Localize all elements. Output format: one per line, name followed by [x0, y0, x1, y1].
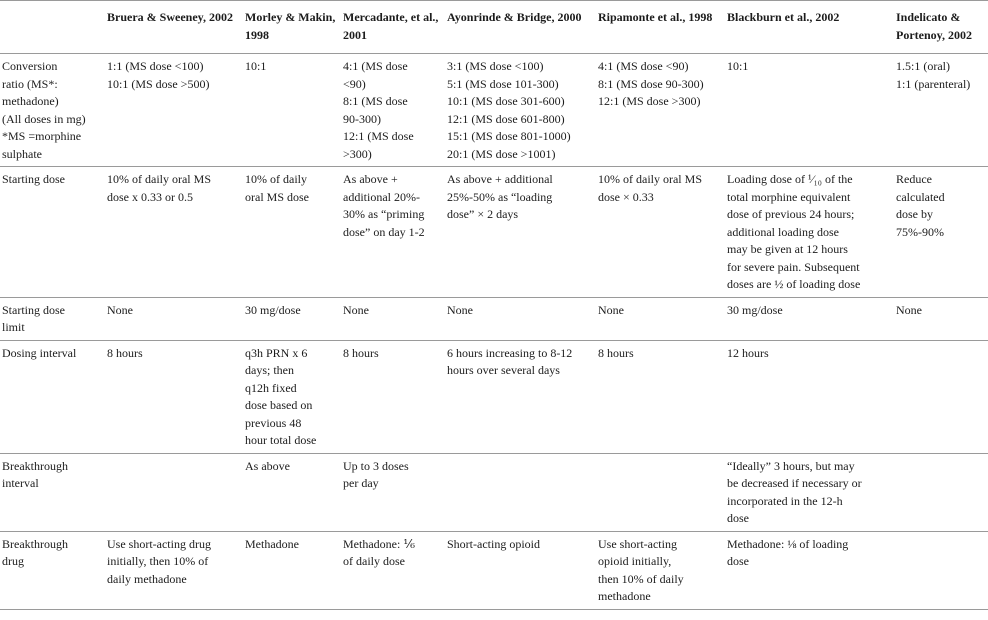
- cell-line: Methadone: ⅙: [343, 536, 415, 551]
- table-cell: [598, 340, 727, 453]
- cell-line: hour total dose: [245, 433, 317, 447]
- cell-line: 1:1 (parenteral): [896, 76, 971, 91]
- cell-line: Short-acting opioid: [447, 536, 540, 551]
- cell-line: dose” on day 1-2: [343, 224, 425, 239]
- cell-line: additional 20%-: [343, 189, 420, 204]
- cell-line: 12:1 (MS dose: [343, 129, 414, 143]
- row-label: [0, 531, 107, 609]
- row-label-line: Dosing interval: [2, 345, 77, 360]
- table-row: [0, 453, 988, 531]
- table-cell: [598, 297, 727, 340]
- table-cell: [727, 167, 896, 298]
- table-cell: [447, 297, 598, 340]
- cell-line: 5:1 (MS dose 101-300): [447, 76, 559, 91]
- row-label-line: Breakthrough: [2, 458, 68, 473]
- cell-line: 30 mg/dose: [727, 302, 783, 317]
- cell-line: total morphine equivalent: [727, 189, 851, 204]
- table-cell: [727, 453, 896, 531]
- cell-line: opioid initially,: [598, 554, 672, 568]
- cell-line: None: [343, 302, 369, 317]
- cell-line: 75%-90%: [896, 224, 944, 239]
- table-cell: [896, 531, 988, 609]
- table-cell: [245, 531, 343, 609]
- cell-line: incorporated in the 12-h: [727, 493, 843, 508]
- row-label-line: Starting dose: [2, 172, 65, 186]
- cell-line: None: [447, 302, 473, 317]
- cell-line: dose of previous 24 hours;: [727, 207, 855, 221]
- cell-line: of daily dose: [343, 554, 405, 568]
- cell-line: 12 hours: [727, 345, 769, 360]
- cell-line: 12:1 (MS dose 601-800): [447, 111, 565, 126]
- cell-line: None: [598, 302, 624, 317]
- header-cell-blackburn: Blackburn et al., 2002: [727, 0, 896, 54]
- cell-line: 8:1 (MS dose: [343, 94, 408, 108]
- cell-line: 4:1 (MS dose: [343, 59, 408, 73]
- cell-line: dose” × 2 days: [447, 207, 519, 221]
- cell-line: 4:1 (MS dose <90): [598, 59, 689, 73]
- cell-line: 8 hours: [598, 345, 634, 360]
- cell-line: Methadone: ⅛ of loading: [727, 536, 849, 551]
- cell-line: 30% as “priming: [343, 207, 425, 221]
- cell-line: dose x 0.33 or 0.5: [107, 189, 193, 204]
- cell-line: 1:1 (MS dose <100): [107, 59, 204, 73]
- cell-line: 6 hours increasing to 8-12: [447, 345, 573, 360]
- cell-line: As above: [245, 458, 290, 473]
- table-cell: [447, 453, 598, 531]
- cell-line: Up to 3 doses: [343, 458, 409, 473]
- table-row: [0, 167, 988, 298]
- row-label-line: (All doses in mg): [2, 111, 86, 126]
- table-cell: [245, 340, 343, 453]
- cell-line: per day: [343, 476, 379, 490]
- cell-line: dose: [727, 554, 749, 568]
- row-label-line: *MS =morphine: [2, 129, 82, 143]
- table-cell: [245, 297, 343, 340]
- table-cell: [107, 167, 245, 298]
- table-cell: [107, 340, 245, 453]
- cell-line: q12h fixed: [245, 380, 297, 395]
- cell-line: As above + additional: [447, 172, 553, 186]
- row-label-line: Breakthrough: [2, 536, 68, 551]
- cell-line: 20:1 (MS dose >1001): [447, 146, 556, 161]
- table-cell: [598, 531, 727, 609]
- row-label: [0, 167, 107, 298]
- table-cell: [107, 297, 245, 340]
- table-cell: [727, 54, 896, 167]
- row-label-line: Starting dose: [2, 302, 65, 317]
- cell-line: 12:1 (MS dose >300): [598, 94, 701, 108]
- cell-line: Reduce: [896, 172, 932, 186]
- table-top-rule: [0, 0, 988, 1]
- cell-line: None: [107, 302, 133, 317]
- table-cell: [245, 453, 343, 531]
- table-cell: [107, 453, 245, 531]
- row-label-line: Conversion: [2, 59, 58, 73]
- cell-line: hours over several days: [447, 363, 560, 377]
- cell-line: As above +: [343, 172, 398, 186]
- header-cell-mercadante: Mercadante, et al., 2001: [343, 0, 447, 54]
- table-cell: [343, 297, 447, 340]
- cell-line: doses are ½ of loading dose: [727, 277, 861, 291]
- cell-line: 10:1: [245, 59, 267, 73]
- table-cell: [727, 340, 896, 453]
- table-cell: [896, 453, 988, 531]
- row-label-line: drug: [2, 554, 24, 568]
- row-label: [0, 340, 107, 453]
- cell-line: dose: [727, 511, 749, 525]
- cell-line: 15:1 (MS dose 801-1000): [447, 129, 571, 143]
- cell-line: for severe pain. Subsequent: [727, 259, 860, 274]
- header-cell-morley: Morley & Makin, 1998: [245, 0, 343, 54]
- cell-line: 8 hours: [107, 345, 143, 360]
- header-row: [0, 0, 988, 54]
- table-cell: [343, 167, 447, 298]
- table-cell: [896, 167, 988, 298]
- cell-line: q3h PRN x 6: [245, 345, 308, 360]
- cell-line: 10:1: [727, 59, 749, 73]
- header-cell-empty: [0, 0, 107, 54]
- cell-line: 10% of daily: [245, 172, 307, 186]
- cell-line: calculated: [896, 189, 945, 204]
- cell-line: 1.5:1 (oral): [896, 59, 950, 73]
- row-label: [0, 453, 107, 531]
- row-label: [0, 54, 107, 167]
- cell-line: “Ideally” 3 hours, but may: [727, 458, 855, 473]
- cell-line: >300): [343, 146, 372, 161]
- cell-line: days; then: [245, 363, 294, 377]
- cell-line: 8 hours: [343, 345, 379, 360]
- table-cell: [107, 531, 245, 609]
- cell-line: 10:1 (MS dose >500): [107, 76, 210, 91]
- cell-line: 30 mg/dose: [245, 302, 301, 317]
- cell-line: 10:1 (MS dose 301-600): [447, 94, 565, 108]
- header-cell-ripamonte: Ripamonte et al., 1998: [598, 0, 727, 54]
- cell-line: may be given at 12 hours: [727, 242, 848, 256]
- table-row: [0, 297, 988, 340]
- table-cell: [343, 531, 447, 609]
- cell-line: then 10% of daily: [598, 571, 684, 586]
- table-row: [0, 531, 988, 609]
- table-cell: [896, 340, 988, 453]
- cell-line: daily methadone: [107, 571, 187, 586]
- table-cell: [727, 531, 896, 609]
- table-cell: [107, 54, 245, 167]
- row-label-line: limit: [2, 320, 25, 334]
- cell-line: methadone: [598, 589, 651, 603]
- cell-line: oral MS dose: [245, 189, 309, 204]
- table-cell: [727, 297, 896, 340]
- table-cell: [447, 531, 598, 609]
- table-cell: [896, 54, 988, 167]
- table-cell: [896, 297, 988, 340]
- table-cell: [343, 453, 447, 531]
- cell-line: dose × 0.33: [598, 189, 654, 204]
- row-label-line: methadone): [2, 94, 59, 108]
- cell-line: dose by: [896, 207, 933, 221]
- cell-line: previous 48: [245, 415, 302, 430]
- row-label-line: ratio (MS*:: [2, 76, 58, 91]
- table-cell: [343, 340, 447, 453]
- cell-line: 10% of daily oral MS: [598, 172, 702, 186]
- table-cell: [447, 167, 598, 298]
- header-cell-ayonrinde: Ayonrinde & Bridge, 2000: [447, 0, 598, 54]
- cell-line: be decreased if necessary or: [727, 476, 862, 490]
- cell-line: 3:1 (MS dose <100): [447, 59, 544, 73]
- cell-line: additional loading dose: [727, 224, 839, 239]
- table-cell: [598, 167, 727, 298]
- header-cell-bruera: Bruera & Sweeney, 2002: [107, 0, 245, 54]
- header-cell-indelicato: Indelicato & Portenoy, 2002: [896, 0, 988, 54]
- cell-line: dose based on: [245, 398, 313, 412]
- cell-line: 8:1 (MS dose 90-300): [598, 76, 704, 91]
- table-cell: [343, 54, 447, 167]
- cell-line: Use short-acting drug: [107, 536, 211, 551]
- table-cell: [245, 54, 343, 167]
- cell-line: Loading dose of ¹⁄₁₀ of the: [727, 172, 853, 186]
- row-label: [0, 297, 107, 340]
- cell-line: <90): [343, 76, 366, 91]
- cell-line: Methadone: [245, 536, 299, 551]
- cell-line: initially, then 10% of: [107, 554, 209, 568]
- table-cell: [598, 54, 727, 167]
- table-body: [0, 54, 988, 610]
- table-row: [0, 54, 988, 167]
- table-cell: [447, 340, 598, 453]
- table-row: [0, 340, 988, 453]
- row-label-line: sulphate: [2, 146, 42, 161]
- row-label-line: interval: [2, 476, 39, 490]
- cell-line: 10% of daily oral MS: [107, 172, 211, 186]
- table-cell: [598, 453, 727, 531]
- table-cell: [245, 167, 343, 298]
- cell-line: 90-300): [343, 111, 381, 126]
- cell-line: None: [896, 302, 922, 317]
- table-cell: [447, 54, 598, 167]
- cell-line: Use short-acting: [598, 536, 677, 551]
- cell-line: 25%-50% as “loading: [447, 189, 553, 204]
